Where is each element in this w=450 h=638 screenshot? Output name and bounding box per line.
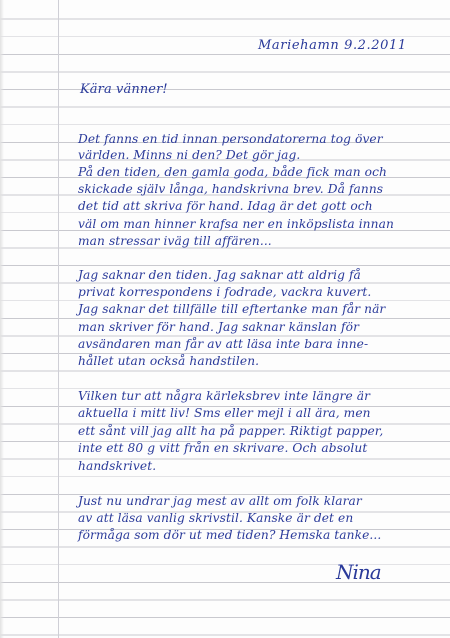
letter-line: privat korrespondens i fodrade, vackra kuvert. bbox=[78, 285, 372, 299]
letter-line: handskrivet. bbox=[78, 459, 157, 473]
margin-line bbox=[58, 0, 59, 638]
letter-line: man skriver för hand. Jag saknar känslan för bbox=[78, 320, 360, 334]
letter-line: man stressar iväg till affären... bbox=[78, 234, 272, 248]
letter-line: Vilken tur att några kärleksbrev inte längre är bbox=[78, 389, 371, 403]
letter-line: Det fanns en tid innan persondatorerna tog över bbox=[78, 132, 383, 146]
letter-line: Jag saknar den tiden. Jag saknar att aldrig få bbox=[78, 268, 361, 282]
letter-line: På den tiden, den gamla goda, både fick man och bbox=[78, 165, 387, 179]
letter-date: Mariehamn 9.2.2011 bbox=[258, 38, 407, 53]
page-edge-shadow bbox=[0, 0, 4, 638]
letter-line: Jag saknar det tillfälle till eftertanke man får när bbox=[78, 302, 386, 316]
letter-line: väl om man hinner krafsa ner en inköpslista innan bbox=[78, 217, 394, 231]
letter-greeting: Kära vänner! bbox=[80, 82, 168, 97]
letter-line: förmåga som dör ut med tiden? Hemska tanke... bbox=[78, 528, 382, 542]
letter-line: aktuella i mitt liv! Sms eller mejl i all ära, men bbox=[78, 406, 371, 420]
letter-line: ett sånt vill jag allt ha på papper. Riktigt papper, bbox=[78, 424, 384, 438]
letter-line: det tid att skriva för hand. Idag är det gott och bbox=[78, 199, 373, 213]
letter-line: inte ett 80 g vitt från en skrivare. Och absolut bbox=[78, 441, 368, 455]
letter-line: hållet utan också handstilen. bbox=[78, 354, 260, 368]
signature: Nina bbox=[336, 560, 381, 584]
letter-line: avsändaren man får av att läsa inte bara inne- bbox=[78, 337, 369, 351]
letter-line: av att läsa vanlig skrivstil. Kanske är det en bbox=[78, 511, 354, 525]
letter-line: världen. Minns ni den? Det gör jag. bbox=[78, 148, 301, 162]
letter-line: skickade själv långa, handskrivna brev. Då fanns bbox=[78, 182, 384, 196]
letter-line: Just nu undrar jag mest av allt om folk klarar bbox=[78, 494, 362, 508]
